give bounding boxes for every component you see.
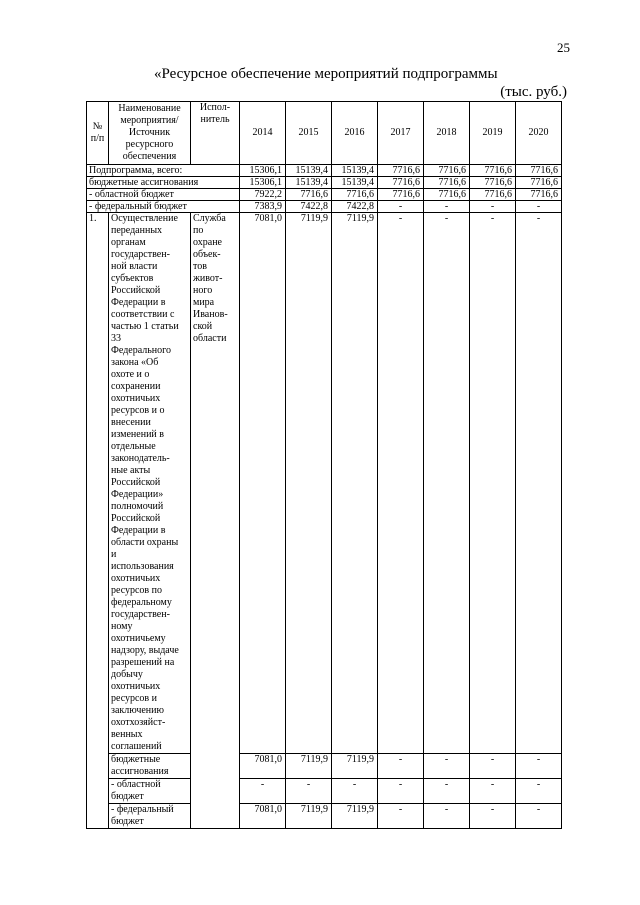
header-num: № п/п (87, 102, 109, 165)
header-year: 2019 (470, 102, 516, 165)
value-cell: 7716,6 (516, 165, 562, 177)
value-cell: 7081,0 (240, 213, 286, 754)
value-cell: - (470, 754, 516, 779)
value-cell: 7716,6 (470, 165, 516, 177)
value-cell: - (470, 804, 516, 829)
value-cell: 7422,8 (332, 201, 378, 213)
activity-sub-row-budget (87, 754, 562, 779)
value-cell: - (378, 779, 424, 804)
summary-row-regional (87, 189, 562, 201)
value-cell: 7716,6 (424, 177, 470, 189)
value-cell: 7716,6 (378, 177, 424, 189)
value-cell: 15139,4 (332, 177, 378, 189)
page-number: 25 (557, 40, 570, 55)
value-cell: - (424, 754, 470, 779)
header-name: Наименование мероприятия/ Источник ресурсного обеспечения (109, 102, 191, 165)
value-cell: - (516, 779, 562, 804)
resource-table (86, 101, 562, 829)
value-cell: 15306,1 (240, 165, 286, 177)
summary-row-federal (87, 201, 562, 213)
value-cell: 7119,9 (286, 754, 332, 779)
value-cell: 7422,8 (286, 201, 332, 213)
value-cell: - (424, 201, 470, 213)
header-year: 2014 (240, 102, 286, 165)
value-cell: - (378, 213, 424, 754)
value-cell: - (424, 213, 470, 754)
unit-label: (тыс. руб.) (500, 84, 567, 100)
value-cell: 7119,9 (332, 754, 378, 779)
header-year: 2020 (516, 102, 562, 165)
summary-label: Подпрограмма, всего: (87, 165, 240, 177)
value-cell: - (378, 201, 424, 213)
value-cell: 15139,4 (286, 177, 332, 189)
value-cell: 7716,6 (516, 189, 562, 201)
value-cell: - (240, 779, 286, 804)
value-cell: - (332, 779, 378, 804)
value-cell: - (286, 779, 332, 804)
value-cell: 7716,6 (516, 177, 562, 189)
value-cell: - (424, 779, 470, 804)
value-cell: 7119,9 (286, 804, 332, 829)
value-cell: 7081,0 (240, 804, 286, 829)
value-cell: 7716,6 (424, 165, 470, 177)
value-cell: 7716,6 (378, 165, 424, 177)
value-cell: 7716,6 (470, 189, 516, 201)
value-cell: 15139,4 (332, 165, 378, 177)
value-cell: - (424, 804, 470, 829)
value-cell: 7119,9 (286, 213, 332, 754)
value-cell: 15139,4 (286, 165, 332, 177)
activity-sub-row-regional (87, 779, 562, 804)
value-cell: - (470, 201, 516, 213)
value-cell: 7716,6 (378, 189, 424, 201)
value-cell: - (516, 754, 562, 779)
value-cell: - (516, 804, 562, 829)
sub-row-label: - областной бюджет (109, 779, 191, 804)
sub-row-label: - федеральный бюджет (109, 804, 191, 829)
value-cell: 7716,6 (470, 177, 516, 189)
summary-label: - федеральный бюджет (87, 201, 240, 213)
value-cell: 7383,9 (240, 201, 286, 213)
activity-executor: Служба по охране объек- тов живот- ного мира Иванов- ской области (191, 213, 240, 829)
value-cell: 15306,1 (240, 177, 286, 189)
header-year: 2016 (332, 102, 378, 165)
value-cell: 7081,0 (240, 754, 286, 779)
activity-num: 1. (87, 213, 109, 829)
header-year: 2015 (286, 102, 332, 165)
value-cell: - (516, 201, 562, 213)
summary-label: - областной бюджет (87, 189, 240, 201)
value-cell: 7119,9 (332, 804, 378, 829)
header-year: 2017 (378, 102, 424, 165)
header-executor: Испол- нитель (191, 102, 240, 165)
value-cell: 7716,6 (332, 189, 378, 201)
value-cell: - (378, 754, 424, 779)
summary-row-total (87, 165, 562, 177)
activity-name: Осуществление переданных органам государствен- ной власти субъектов Российской Федерации в соответствии с частью 1 статьи 33 Федерального закона «Об охоте и о сохранении охотничьих ресурсов и о внесении изменений в отдельные законодатель- ные акты Российской Федерации» полномочий Российской Федерации в области охраны и использования охотничьих ресурсов по федеральному государствен- ному охотничьему надзору, выдаче разрешений на добычу охотничьих ресурсов и заключению охотхозяйст- венных соглашений (109, 213, 191, 754)
value-cell: 7716,6 (424, 189, 470, 201)
value-cell: 7716,6 (286, 189, 332, 201)
activity-sub-row-federal (87, 804, 562, 829)
value-cell: - (470, 779, 516, 804)
activity-row (87, 213, 562, 754)
summary-label: бюджетные ассигнования (87, 177, 240, 189)
value-cell: - (470, 213, 516, 754)
header-year: 2018 (424, 102, 470, 165)
header-row (87, 102, 562, 165)
value-cell: - (378, 804, 424, 829)
document-title: «Ресурсное обеспечение мероприятий подпрограммы (154, 66, 498, 82)
value-cell: - (516, 213, 562, 754)
summary-row-budget (87, 177, 562, 189)
value-cell: 7119,9 (332, 213, 378, 754)
value-cell: 7922,2 (240, 189, 286, 201)
sub-row-label: бюджетные ассигнования (109, 754, 191, 779)
